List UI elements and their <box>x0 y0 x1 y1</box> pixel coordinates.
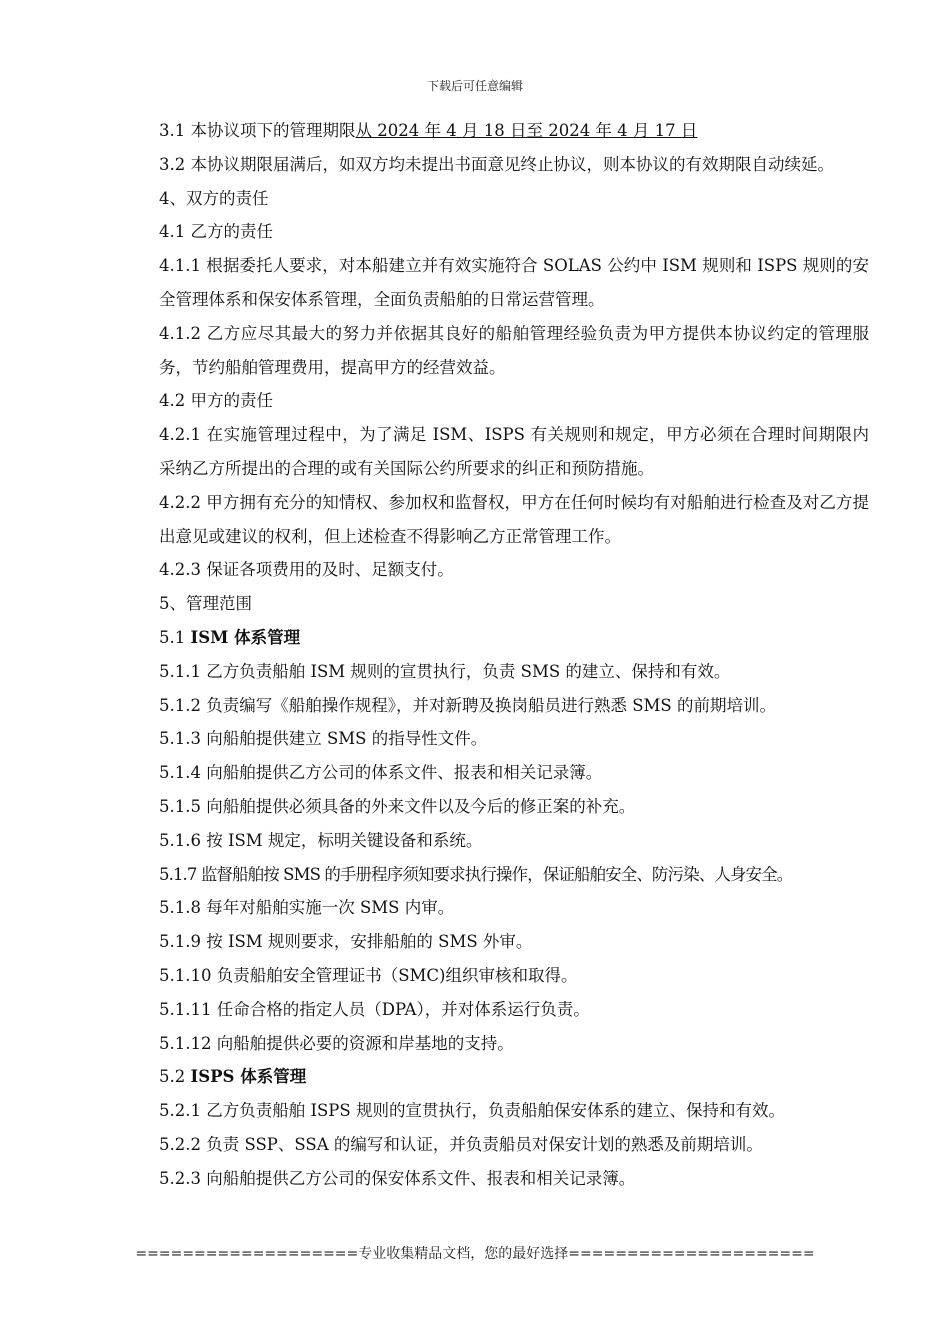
clause-5-1-12: 5.1.12 向船舶提供必要的资源和岸基地的支持。 <box>159 1033 514 1053</box>
clause-4-2: 4.2 甲方的责任 <box>159 391 273 411</box>
section-4-heading: 4、双方的责任 <box>159 188 269 208</box>
clause-5-1-4: 5.1.4 向船舶提供乙方公司的体系文件、报表和相关记录簿。 <box>159 763 603 783</box>
clause-5-1-title: ISM 体系管理 <box>190 627 301 647</box>
clause-5-1-2: 5.1.2 负责编写《船舶操作规程》，并对新聘及换岗船员进行熟悉 SMS 的前期培训。 <box>159 695 776 715</box>
clause-4-2-1: 4.2.1 在实施管理过程中，为了满足 ISM、ISPS 有关规则和规定，甲方必须在合理时间期限内采纳乙方所提出的合理的或有关国际公约所要求的纠正和预防措施。 <box>159 425 869 478</box>
clause-3-2: 3.2 本协议期限届满后，如双方均未提出书面意见终止协议，则本协议的有效期限自动续延。 <box>159 154 834 174</box>
clause-5-1-11: 5.1.11 任命合格的指定人员（DPA），并对体系运行负责。 <box>159 999 590 1019</box>
clause-4-2-3: 4.2.3 保证各项费用的及时、足额支付。 <box>159 560 454 580</box>
clause-5-2-2: 5.2.2 负责 SSP、SSA 的编写和认证，并负责船员对保安计划的熟悉及前期培训。 <box>159 1134 763 1154</box>
page-footer: ===================专业收集精品文档，您的最好选择===================== <box>135 1246 815 1262</box>
clause-4-1-2: 4.1.2 乙方应尽其最大的努力并依据其良好的船舶管理经验负责为甲方提供本协议约定的管理服务，节约船舶管理费用，提高甲方的经营效益。 <box>159 323 869 377</box>
clause-5-1 <box>159 621 869 655</box>
clause-5-2-1: 5.2.1 乙方负责船舶 ISPS 规则的宣贯执行，负责船舶保安体系的建立、保持和有效。 <box>159 1101 785 1121</box>
clause-5-1-5: 5.1.5 向船舶提供必须具备的外来文件以及今后的修正案的补充。 <box>159 796 636 816</box>
clause-5-1-3: 5.1.3 向船舶提供建立 SMS 的指导性文件。 <box>159 729 488 749</box>
clause-5-1-8: 5.1.8 每年对船舶实施一次 SMS 内审。 <box>159 898 455 918</box>
clause-5-2-3: 5.2.3 向船舶提供乙方公司的保安体系文件、报表和相关记录簿。 <box>159 1168 636 1188</box>
clause-3-1-prefix: 3.1 本协议项下的管理期限 <box>159 121 356 140</box>
clause-3-1 <box>159 114 869 148</box>
clause-5-1-number: 5.1 <box>159 627 191 647</box>
clause-5-1-1: 5.1.1 乙方负责船舶 ISM 规则的宣贯执行，负责 SMS 的建立、保持和有效。 <box>159 661 731 681</box>
clause-5-1-6: 5.1.6 按 ISM 规定，标明关键设备和系统。 <box>159 830 483 850</box>
clause-5-2-number: 5.2 <box>159 1067 191 1087</box>
document-body <box>159 114 869 1196</box>
clause-5-1-7: 5.1.7 监督船舶按 SMS 的手册程序须知要求执行操作，保证船舶安全、防污染、人身安全。 <box>159 864 793 884</box>
clause-4-2-2: 4.2.2 甲方拥有充分的知情权、参加权和监督权，甲方在任何时候均有对船舶进行检查及对乙方提出意见或建议的权利，但上述检查不得影响乙方正常管理工作。 <box>159 492 869 546</box>
management-period: 从 2024 年 4 月 18 日至 2024 年 4 月 17 日 <box>355 121 698 140</box>
section-5-heading: 5、管理范围 <box>159 594 252 614</box>
clause-4-1: 4.1 乙方的责任 <box>159 222 273 242</box>
clause-5-1-9: 5.1.9 按 ISM 规则要求，安排船舶的 SMS 外审。 <box>159 932 533 952</box>
clause-5-2-title: ISPS 体系管理 <box>190 1067 307 1087</box>
page-header: 下载后可任意编辑 <box>426 79 523 93</box>
clause-5-1-10: 5.1.10 负责船舶安全管理证书（SMC)组织审核和取得。 <box>159 965 578 985</box>
clause-4-1-1: 4.1.1 根据委托人要求，对本船建立并有效实施符合 SOLAS 公约中 ISM 规则和 ISPS 规则的安全管理体系和保安体系管理，全面负责船舶的日常运营管理。 <box>159 256 869 309</box>
clause-5-2 <box>159 1060 869 1094</box>
